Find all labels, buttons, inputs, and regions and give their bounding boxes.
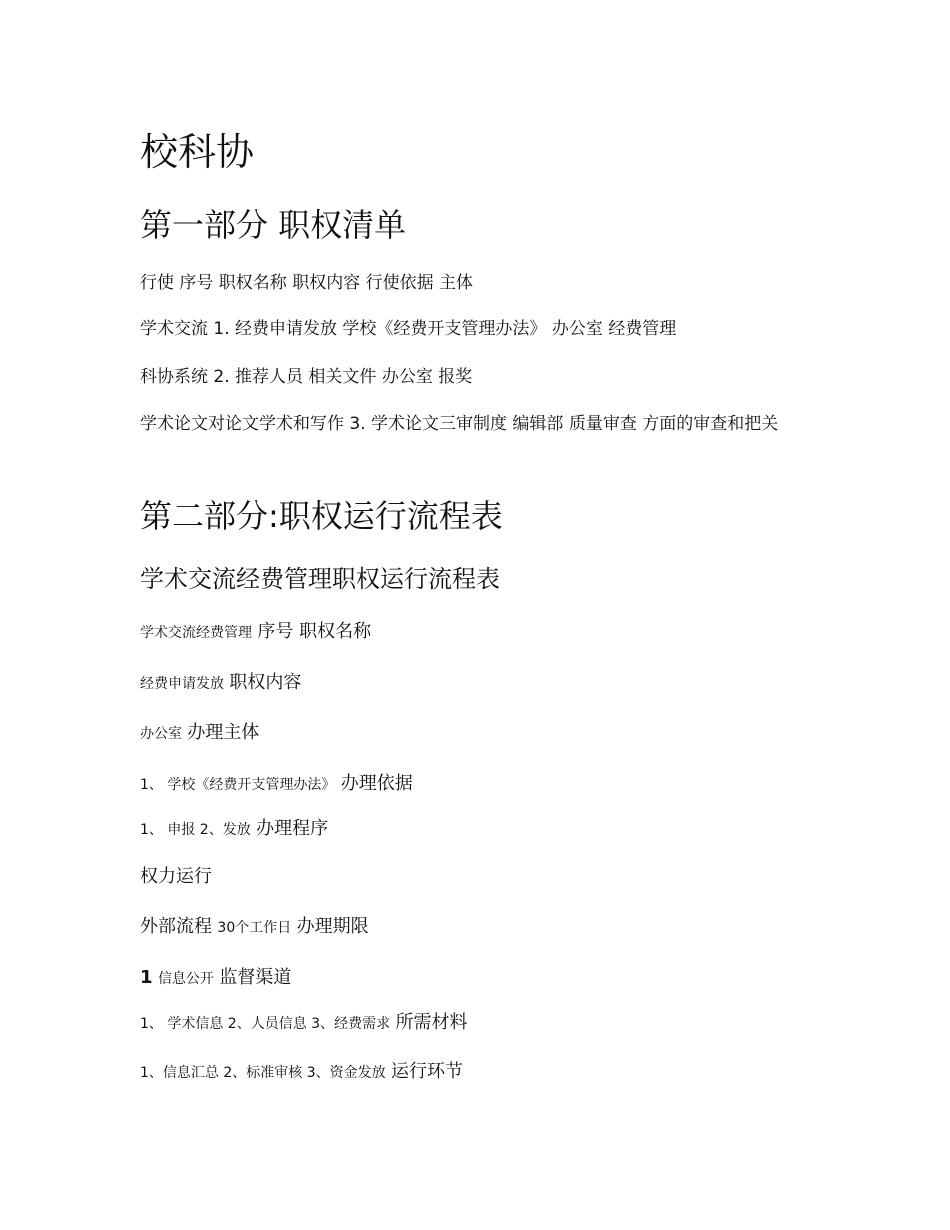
table-row [140,1057,830,1088]
section2-subheading: 学术交流经费管理职权运行流程表 [140,565,500,593]
table-row [140,814,830,845]
table-row [140,718,830,749]
row-label: 办理程序 [256,818,329,839]
list-item: 行使 序号 职权名称 职权内容 行使依据 主体 [140,273,474,293]
row-value: 1、 申报 2、发放 [140,822,251,838]
table-row [140,668,830,699]
row-lead: 1 [140,967,153,988]
list-item: 学术交流 1. 经费申请发放 学校《经费开支管理办法》 办公室 经费管理 [140,319,677,339]
table-row [140,862,830,892]
table-row [140,963,830,994]
row-lead: 外部流程 [140,916,212,937]
row-value: 1、 学校《经费开支管理办法》 [140,777,336,793]
row-label: 监督渠道 [219,967,292,988]
document-title: 校科协 [140,130,255,174]
row-label: 所需材料 [395,1012,468,1033]
row-value: 30个工作日 [217,920,292,936]
row-label: 职权内容 [229,672,302,693]
row-value: 办公室 [140,726,182,742]
table-row [140,769,830,800]
table-row [140,912,830,943]
row-value: 信息公开 [157,971,214,987]
row-label: 序号 职权名称 [257,621,372,642]
row-value: 1、信息汇总 2、标准审核 3、资金发放 [140,1065,386,1081]
section2-heading: 第二部分:职权运行流程表 [140,497,503,535]
row-value: 经费申请发放 [140,676,224,692]
list-item: 科协系统 2. 推荐人员 相关文件 办公室 报奖 [140,367,473,387]
table-row [140,1008,830,1039]
row-label: 运行环节 [391,1061,464,1082]
list-item: 学术论文对论文学术和写作 3. 学术论文三审制度 编辑部 质量审查 方面的审查和把关 [140,414,779,434]
row-label: 办理主体 [187,722,260,743]
row-label: 权力运行 [140,866,212,887]
section1-heading: 第一部分 职权清单 [140,206,407,244]
row-label: 办理期限 [296,916,369,937]
table-row [140,617,830,648]
row-value: 学术交流经费管理 [140,625,252,641]
row-value: 1、 学术信息 2、人员信息 3、经费需求 [140,1016,391,1032]
row-label: 办理依据 [340,773,413,794]
